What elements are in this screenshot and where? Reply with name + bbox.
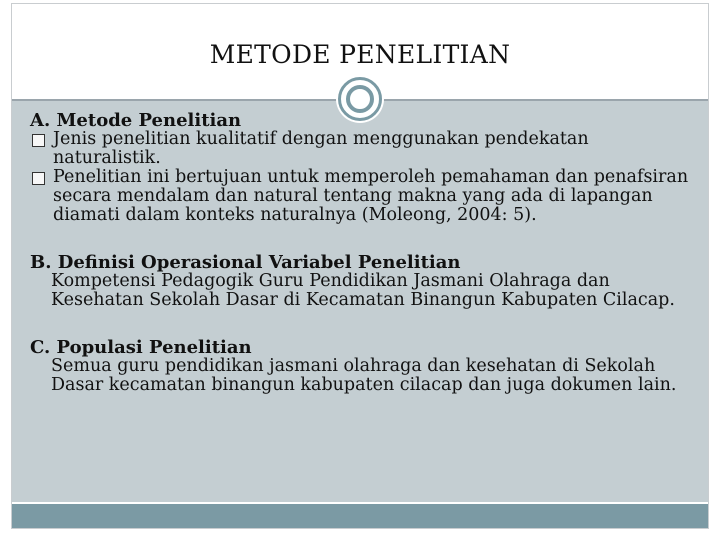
bullet-text: Jenis penelitian kualitatif dengan menggunakan pendekatan naturalistik. [53, 129, 589, 168]
section-populasi [30, 338, 700, 395]
section-text-c: Semua guru pendidikan jasmani olahraga dan kesehatan di Sekolah Dasar kecamatan binangun kabupaten cilacap dan juga dokumen lain. [51, 356, 677, 395]
section-definisi [30, 253, 700, 310]
slide-title: METODE PENELITIAN [209, 40, 511, 69]
section-text-b: Kompetensi Pedagogik Guru Pendidikan Jasmani Olahraga dan Kesehatan Sekolah Dasar di Kecamatan Binangun Kabupaten Cilacap. [51, 271, 675, 310]
square-bullet-icon [32, 134, 45, 147]
section-heading-b: B. Definisi Operasional Variabel Penelitian [30, 252, 461, 273]
section-heading-c: C. Populasi Penelitian [30, 337, 252, 358]
slide-body [30, 111, 700, 423]
footer-bar [12, 504, 708, 528]
bullet-item [30, 168, 700, 225]
bullet-text: Penelitian ini bertujuan untuk memperoleh pemahaman dan penafsiran secara mendalam dan natural tentang makna yang ada di lapangan diamati dalam konteks naturalnya (Moleong, 2004: 5). [53, 167, 689, 225]
section-heading-a: A. Metode Penelitian [30, 110, 242, 131]
section-metode [30, 111, 700, 225]
square-bullet-icon [32, 172, 45, 185]
circle-inner-ring [346, 85, 374, 113]
bullet-item [30, 130, 700, 168]
